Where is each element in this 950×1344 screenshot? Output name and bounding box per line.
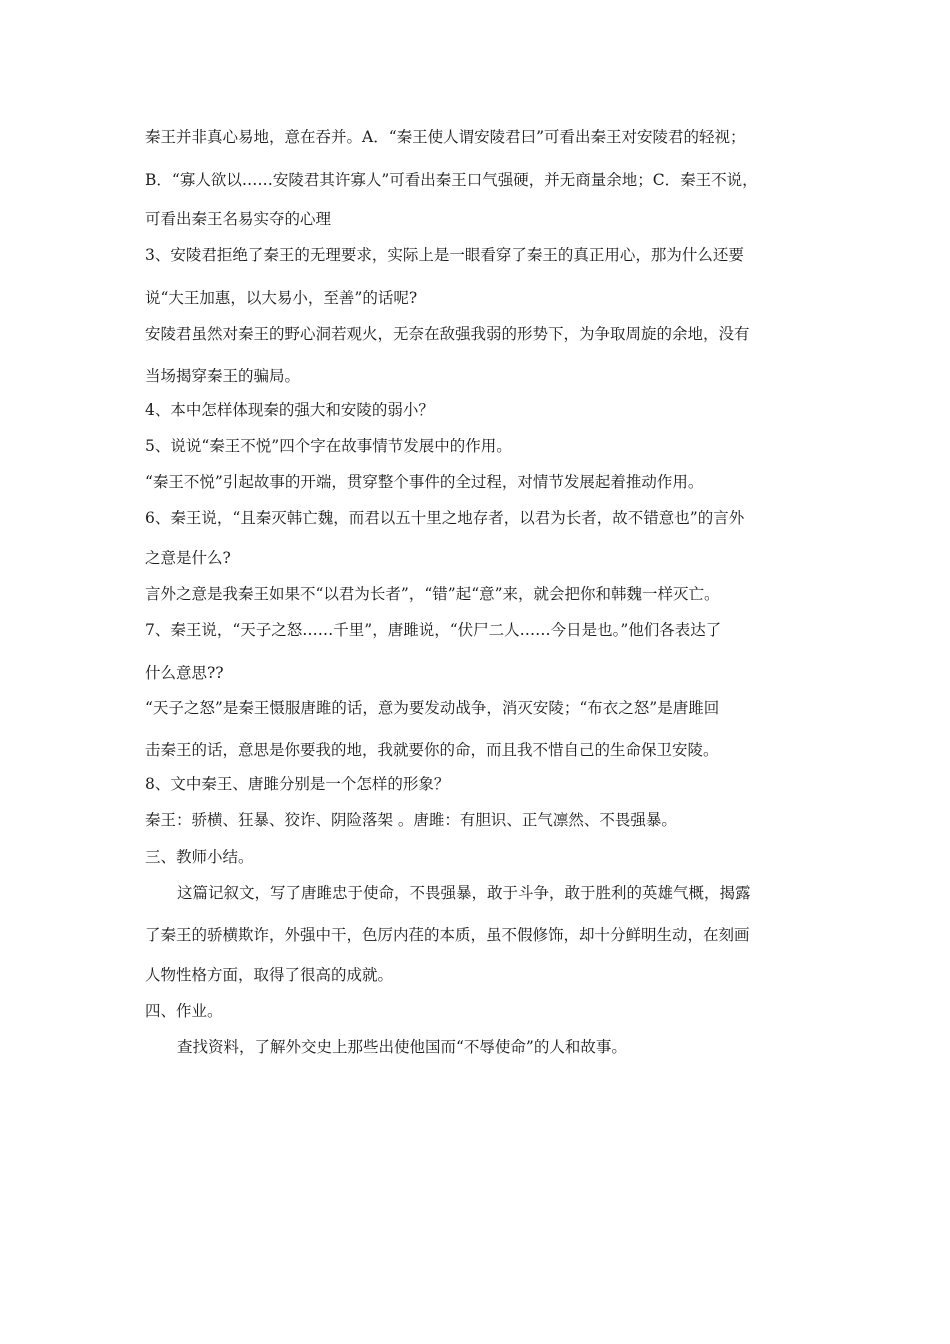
text-line: 可看出秦王名易实夺的心理: [145, 210, 332, 228]
text-line: 秦王：骄横、狂暴、狡诈、阴险落架 。唐雎：有胆识、正气凛然、不畏强暴。: [145, 811, 677, 829]
text-line: 3、安陵君拒绝了秦王的无理要求，实际上是一眼看穿了秦王的真正用心，那为什么还要: [145, 246, 744, 264]
text-line: “秦王不悦”引起故事的开端，贯穿整个事件的全过程，对情节发展起着推动作用。: [145, 473, 704, 491]
text-line: 安陵君虽然对秦王的野心洞若观火，无奈在敌强我弱的形势下，为争取周旋的余地，没有: [145, 325, 750, 343]
text-line: 5、说说“秦王不悦”四个字在故事情节发展中的作用。: [145, 437, 512, 455]
text-line: 言外之意是我秦王如果不“以君为长者”，“错”起“意”来，就会把你和韩魏一样灭亡。: [145, 585, 720, 603]
text-line: 8、文中秦王、唐雎分别是一个怎样的形象？: [145, 775, 450, 793]
text-line: 之意是什么?: [145, 549, 231, 567]
text-line: 击秦王的话，意思是你要我的地，我就要你的命，而且我不惜自己的生命保卫安陵。: [145, 741, 719, 759]
text-line: 人物性格方面，取得了很高的成就。: [145, 966, 394, 984]
text-line: 秦王并非真心易地，意在吞并。A．“秦王使人谓安陵君曰”可看出秦王对安陵君的轻视；: [145, 128, 746, 146]
section-heading: 三、教师小结。: [145, 848, 254, 866]
text-line: B．“寡人欲以……安陵君其许寡人”可看出秦王口气强硬，并无商量余地；C．秦王不说，: [145, 171, 758, 189]
text-line: 什么意思??: [145, 664, 224, 682]
text-line: 4、本中怎样体现秦的强大和安陵的弱小？: [145, 401, 434, 419]
text-line: 了秦王的骄横欺诈，外强中干，色厉内荏的本质，虽不假修饰，却十分鲜明生动，在刻画: [145, 926, 750, 944]
text-line: 当场揭穿秦王的骗局。: [145, 367, 301, 385]
text-line: “天子之怒”是秦王慑服唐雎的话，意为要发动战争，消灭安陵；“布衣之怒”是唐雎回: [145, 699, 720, 717]
text-line: 7、秦王说，“天子之怒……千里”，唐雎说，“伏尸二人……今日是也。”他们各表达了: [145, 621, 722, 639]
text-line: 查找资料，了解外交史上那些出使他国而“不辱使命”的人和故事。: [177, 1038, 627, 1056]
section-heading: 四、作业。: [145, 1002, 223, 1020]
text-line: 这篇记叙文，写了唐雎忠于使命，不畏强暴，敢于斗争，敢于胜利的英雄气概，揭露: [177, 884, 751, 902]
text-line: 说“大王加惠，以大易小，至善”的话呢?: [145, 289, 418, 307]
text-line: 6、秦王说，“且秦灭韩亡魏，而君以五十里之地存者，以君为长者，故不错意也”的言外: [145, 509, 745, 527]
